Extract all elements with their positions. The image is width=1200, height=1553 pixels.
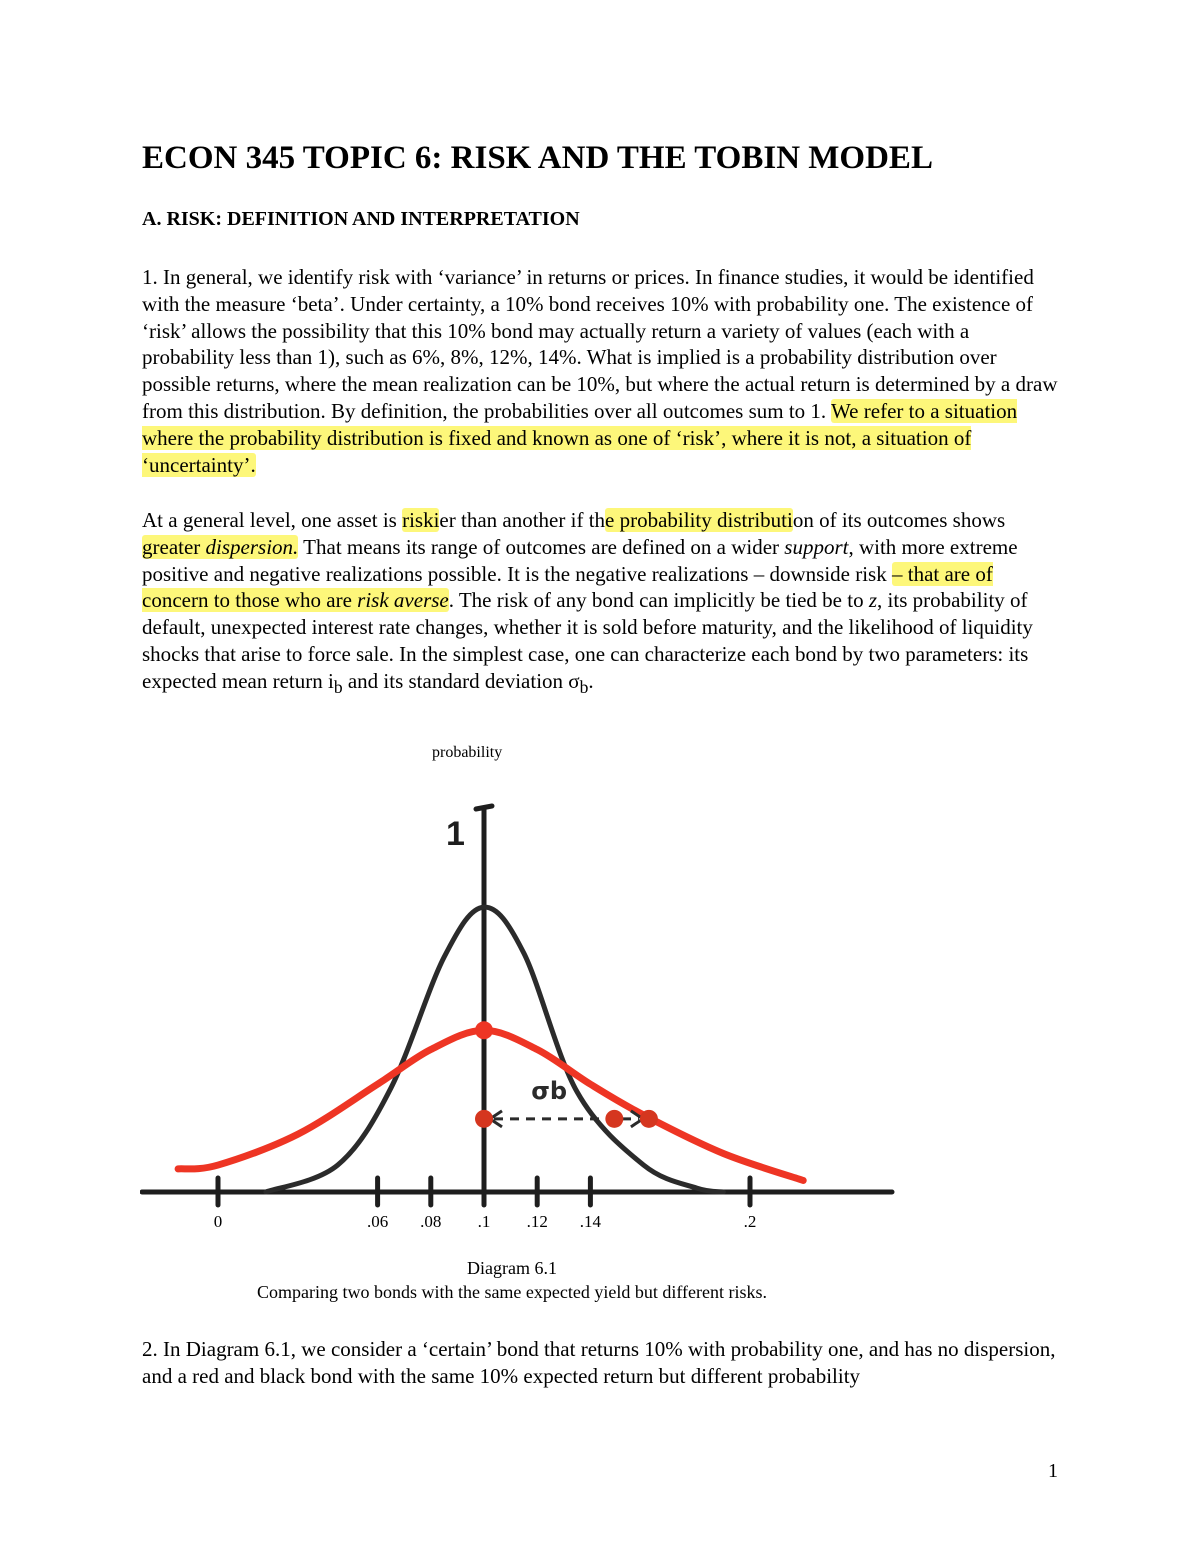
p2-text-4: That means its range of outcomes are defined on a wider [298,534,785,559]
paragraph-3: 2. In Diagram 6.1, we consider a ‘certain’ bond that returns 10% with probability one, and has no dispersion, and a red and black bond with the same 10% expected return but different probability [142,1337,1056,1388]
y-axis-top-cap [476,806,492,809]
x-tick-label-1: .06 [366,1212,389,1231]
dispersion-italic: dispersion. [205,534,299,559]
risk-averse-italic: risk averse [357,588,449,613]
page-title: ECON 345 TOPIC 6: RISK AND THE TOBIN MODEL [142,140,933,176]
marker-2 [605,1110,623,1128]
support-italic: support [784,534,849,559]
figure-caption-title: Diagram 6.1 [467,1258,557,1278]
marker-0 [475,1021,493,1039]
p2-text-5: , with more extreme positive and negative realizations possible. It is the negative realizations – downside risk [142,534,1018,586]
x-tick-label-3: .1 [477,1212,491,1231]
marker-3 [640,1110,658,1128]
distribution-diagram [140,776,900,1211]
section-heading-a: A. RISK: DEFINITION AND INTERPRETATION [142,208,580,230]
subscript-b-2: b [579,676,589,697]
p2-text-8: and its standard deviation σ [342,668,580,693]
marker-1 [475,1110,493,1128]
page-number: 1 [1048,1460,1058,1482]
x-tick-label-4: .12 [526,1212,548,1231]
highlight-probability-distribution: e probability distributi [605,508,793,532]
p2-text-7: , its probability of default, unexpected interest rate changes, whether it is sold before maturity, and the likelihood of liquidity shocks that arise to force sale. In the simplest case, one can characterize each bond by two parameters: its expected mean return i [142,588,1033,693]
x-tick-label-6: .2 [743,1212,757,1231]
paragraph-1 [142,264,1062,478]
x-tick-label-2: .08 [420,1212,442,1231]
highlight-risk-definition: We refer to a situation where the probability distribution is fixed and known as one of ‘risk’, where it is not, a situation of ‘uncertainty’. [142,398,1018,477]
p2-text-9: . [588,668,594,693]
paragraph-1-text: 1. In general, we identify risk with ‘variance’ in returns or prices. In finance studies, it would be identified with the measure ‘beta’. Under certainty, a 10% bond receives 10% with probability one. The existence of ‘risk’ allows the possibility that this 10% bond may actually return a variety of values (each with a probability less than 1), such as 6%, 8%, 12%, 14%. What is implied is a probability distribution over possible returns, where the mean realization can be 10%, but where the actual return is determined by a draw from this distribution. By definition, the probabilities over all outcomes sum to 1. [142,265,1058,423]
y-tick-label-1: 1 [446,815,465,853]
subscript-b-1: b [333,676,343,697]
p2-text-1: At a general level, one asset is [142,508,403,532]
figure-caption-description: Comparing two bonds with the same expected yield but different risks. [256,1282,768,1302]
highlight-riskier: riski [402,508,440,532]
x-tick-label-0: 0 [213,1212,223,1231]
sigma-b-label: σb [531,1076,568,1105]
black-bond-curve [266,907,724,1192]
z-italic: z [868,588,878,613]
figure-y-axis-label: probability [432,744,503,761]
highlight-greater-dispersion [142,535,298,559]
red-bond-curve [178,1030,803,1180]
p2-text-2: er than another if th [439,508,606,532]
x-tick-label-5: .14 [579,1212,602,1231]
paragraph-2 [142,507,1062,701]
p2-text-3: on of its outcomes shows [792,508,1006,532]
p2-text-6: . The risk of any bond can implicitly be tied be to [448,588,869,613]
highlight-concern: – that are of concern to those who are [142,561,993,613]
highlight-greater: greater [142,534,206,559]
